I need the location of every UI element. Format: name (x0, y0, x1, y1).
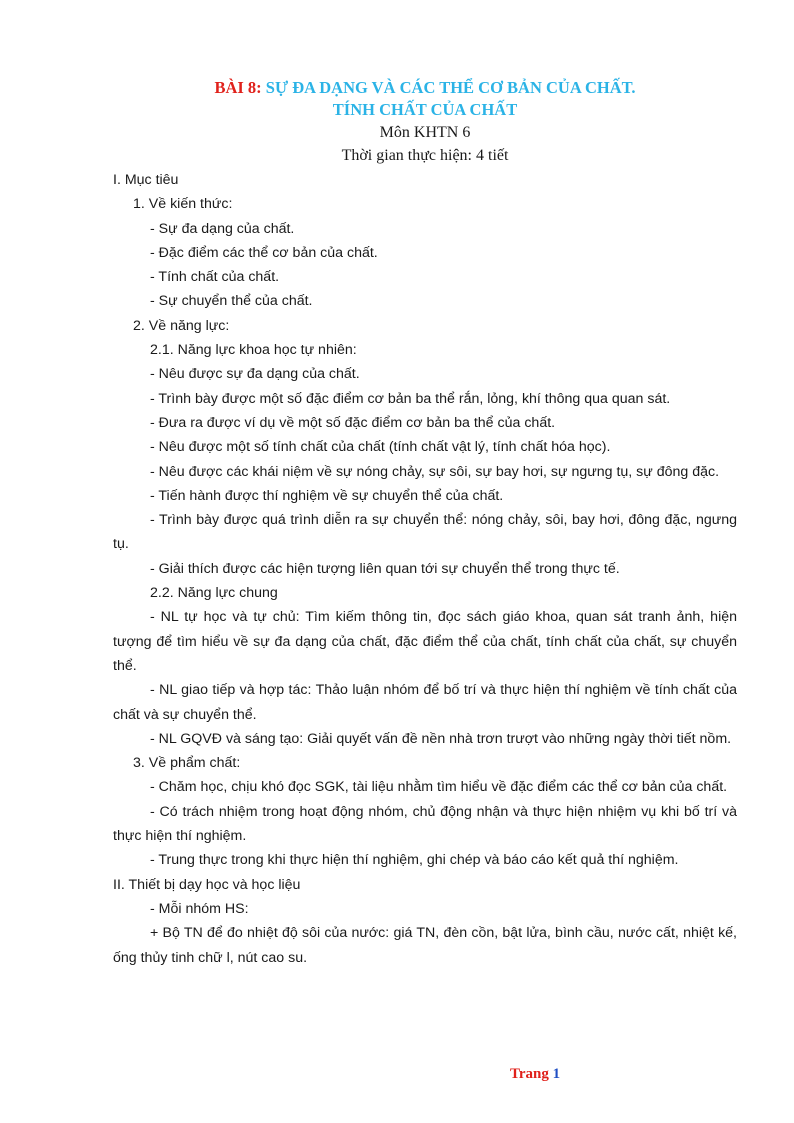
list-item: - Trung thực trong khi thực hiện thí nghiệm, ghi chép và báo cáo kết quả thí nghiệm. (150, 852, 679, 869)
page-footer (510, 1066, 560, 1083)
lesson-title-line1: SỰ ĐA DẠNG VÀ CÁC THỂ CƠ BẢN CỦA CHẤT. (261, 78, 636, 97)
section-heading-objectives: I. Mục tiêu (113, 172, 179, 188)
list-item: - Tính chất của chất. (150, 269, 280, 286)
section-heading-equipment: II. Thiết bị dạy học và học liệu (113, 876, 301, 893)
list-item: - Có trách nhiệm trong hoạt động nhóm, chủ động nhận và thực hiện nhiệm vụ khi bố trí và thực hiện thí nghiệm. (113, 803, 737, 845)
list-item: - Nêu được một số tính chất của chất (tính chất vật lý, tính chất hóa học). (150, 439, 611, 456)
subsection-heading-qualities: 3. Về phẩm chất: (133, 755, 241, 772)
list-item: - Giải thích được các hiện tượng liên quan tới sự chuyển thể trong thực tế. (150, 560, 620, 577)
list-item: - Đưa ra được ví dụ về một số đặc điểm cơ bản ba thể của chất. (150, 414, 556, 431)
list-item: - Trình bày được quá trình diễn ra sự chuyển thể: nóng chảy, sôi, bay hơi, đông đặc, ngưng tụ. (113, 512, 737, 553)
list-item: - NL tự học và tự chủ: Tìm kiếm thông tin, đọc sách giáo khoa, quan sát tranh ảnh, hiện tượng để tìm hiểu về sự đa dạng của chất, đặc điểm thể của chất, tính chất của chất, sự chuyển thể. (113, 609, 737, 674)
lesson-title-line2: TÍNH CHẤT CỦA CHẤT (332, 100, 518, 119)
lesson-title (0, 77, 794, 99)
lesson-number: BÀI 8: (214, 78, 262, 97)
list-item: - NL giao tiếp và hợp tác: Thảo luận nhóm để bố trí và thực hiện thí nghiệm về tính chất của chất và sự chuyển thể. (113, 682, 737, 723)
page-label: Trang (510, 1066, 553, 1082)
list-item: - Trình bày được một số đặc điểm cơ bản ba thể rắn, lỏng, khí thông qua quan sát. (150, 390, 671, 407)
list-item: - Chăm học, chịu khó đọc SGK, tài liệu nhằm tìm hiểu về đặc điểm các thể cơ bản của chất. (150, 779, 728, 796)
list-item: + Bộ TN để đo nhiệt độ sôi của nước: giá TN, đèn cồn, bật lửa, bình cầu, nước cất, nhiệt kế, ống thủy tinh chữ l, nút cao su. (113, 925, 737, 966)
duration-line: Thời gian thực hiện: 4 tiết (341, 147, 509, 164)
list-item: - Mỗi nhóm HS: (150, 900, 249, 917)
document-body (113, 168, 737, 970)
subsection-heading-knowledge: 1. Về kiến thức: (133, 196, 233, 213)
list-item: - Tiến hành được thí nghiệm về sự chuyển thể của chất. (150, 487, 504, 504)
list-item: - Đặc điểm các thể cơ bản của chất. (150, 244, 378, 261)
list-item: - Nêu được các khái niệm về sự nóng chảy, sự sôi, sự bay hơi, sự ngưng tụ, sự đông đặc. (150, 463, 720, 480)
subsection-heading-competence: 2. Về năng lực: (133, 317, 230, 334)
subsection-heading-general: 2.2. Năng lực chung (150, 585, 278, 602)
page-number: 1 (552, 1066, 561, 1082)
list-item: - NL GQVĐ và sáng tạo: Giải quyết vấn đề nền nhà trơn trượt vào những ngày thời tiết nồm. (150, 730, 732, 747)
list-item: - Sự đa dạng của chất. (150, 220, 295, 237)
subsection-heading-science: 2.1. Năng lực khoa học tự nhiên: (150, 342, 357, 359)
list-item: - Sự chuyển thể của chất. (150, 293, 313, 310)
list-item: - Nêu được sự đa dạng của chất. (150, 366, 360, 383)
subject-line: Môn KHTN 6 (379, 124, 471, 141)
